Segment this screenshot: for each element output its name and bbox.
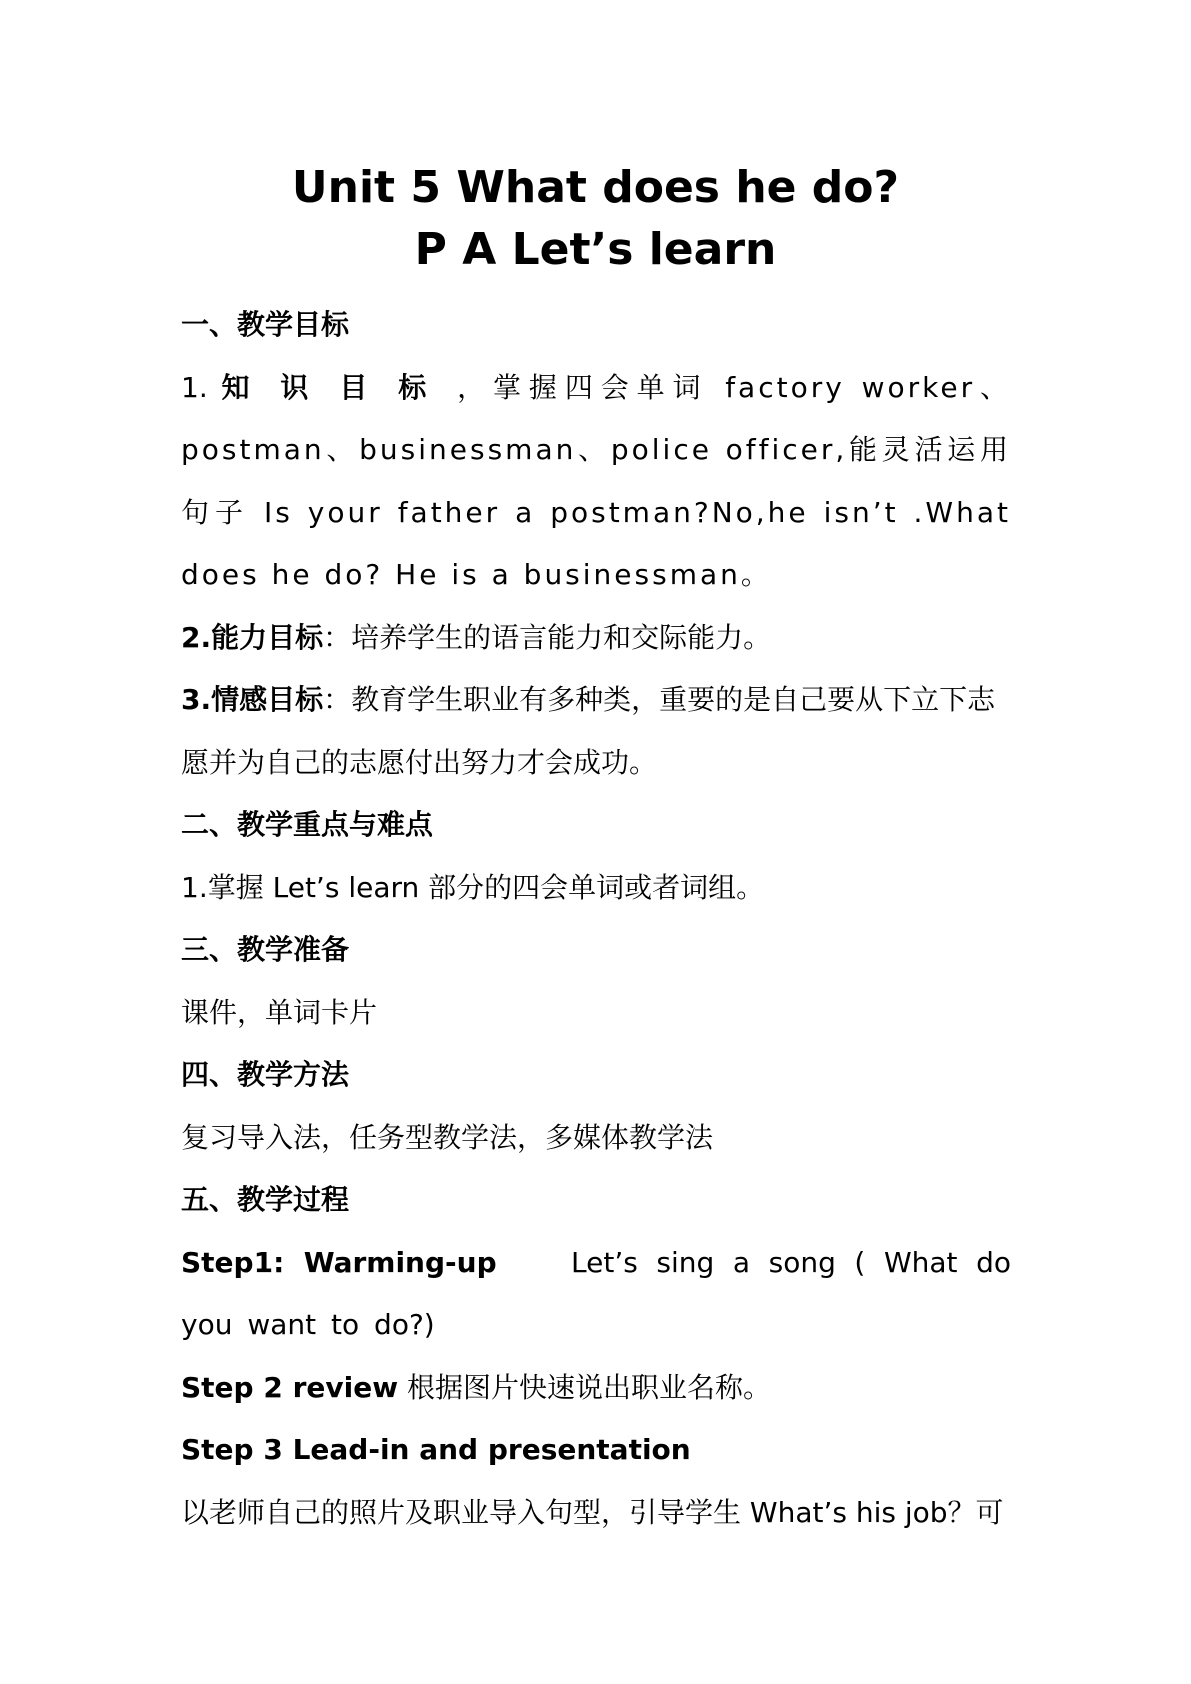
- ability-objective-paragraph: [181, 607, 1011, 670]
- methods-text: 复习导入法，任务型教学法，多媒体教学法: [181, 1120, 714, 1154]
- document-title-line1: Unit 5 What does he do?: [291, 162, 900, 213]
- document-body: [181, 294, 1011, 1544]
- step3-heading: Step 3 Lead-in and presentation: [181, 1433, 691, 1466]
- ability-objective-text: ：培养学生的语言能力和交际能力。: [323, 620, 772, 654]
- document-title-line2: P A Let’s learn: [414, 224, 777, 275]
- step2-paragraph: [181, 1357, 1011, 1420]
- section-heading-key-points: 二、教学重点与难点: [181, 808, 434, 841]
- section-heading-methods: 四、教学方法: [181, 1058, 350, 1091]
- step3-text: 以老师自己的照片及职业导入句型，引导学生 What’s his job？可: [181, 1495, 1004, 1529]
- preparation-text: 课件，单词卡片: [181, 995, 378, 1029]
- step1-text: Let’s sing a song ( What do you want to do?): [181, 1245, 1011, 1341]
- step2-label: Step 2 review: [181, 1370, 399, 1404]
- key-points-text: 1.掌握 Let’s learn 部分的四会单词或者词组。: [181, 870, 765, 904]
- emotion-objective-paragraph: [181, 669, 1011, 794]
- knowledge-objective-text: ，掌握四会单词 factory worker、postman、businessman、police officer,能灵活运用句子 Is your father a postman?No,he isn’t .What does he do? He is a businessman。: [181, 370, 1011, 591]
- ability-objective-label: 2.能力目标: [181, 620, 324, 654]
- step2-text: 根据图片快速说出职业名称。: [398, 1370, 771, 1404]
- knowledge-objective-number: 1.: [181, 370, 208, 404]
- knowledge-objective-label: 知识目标: [221, 370, 458, 404]
- section-heading-objectives: 一、教学目标: [181, 308, 350, 341]
- emotion-objective-label: 3.情感目标: [181, 683, 324, 716]
- section-heading-preparation: 三、教学准备: [181, 933, 350, 966]
- emotion-objective-text: ：教育学生职业有多种类，重要的是自己要从下立下志愿并为自己的志愿付出努力才会成功。: [181, 683, 996, 779]
- section-heading-process: 五、教学过程: [181, 1183, 350, 1216]
- step1-label: Step1: Warming-up: [181, 1245, 497, 1279]
- knowledge-objective-paragraph: [181, 357, 1011, 607]
- step1-paragraph: [181, 1232, 1011, 1357]
